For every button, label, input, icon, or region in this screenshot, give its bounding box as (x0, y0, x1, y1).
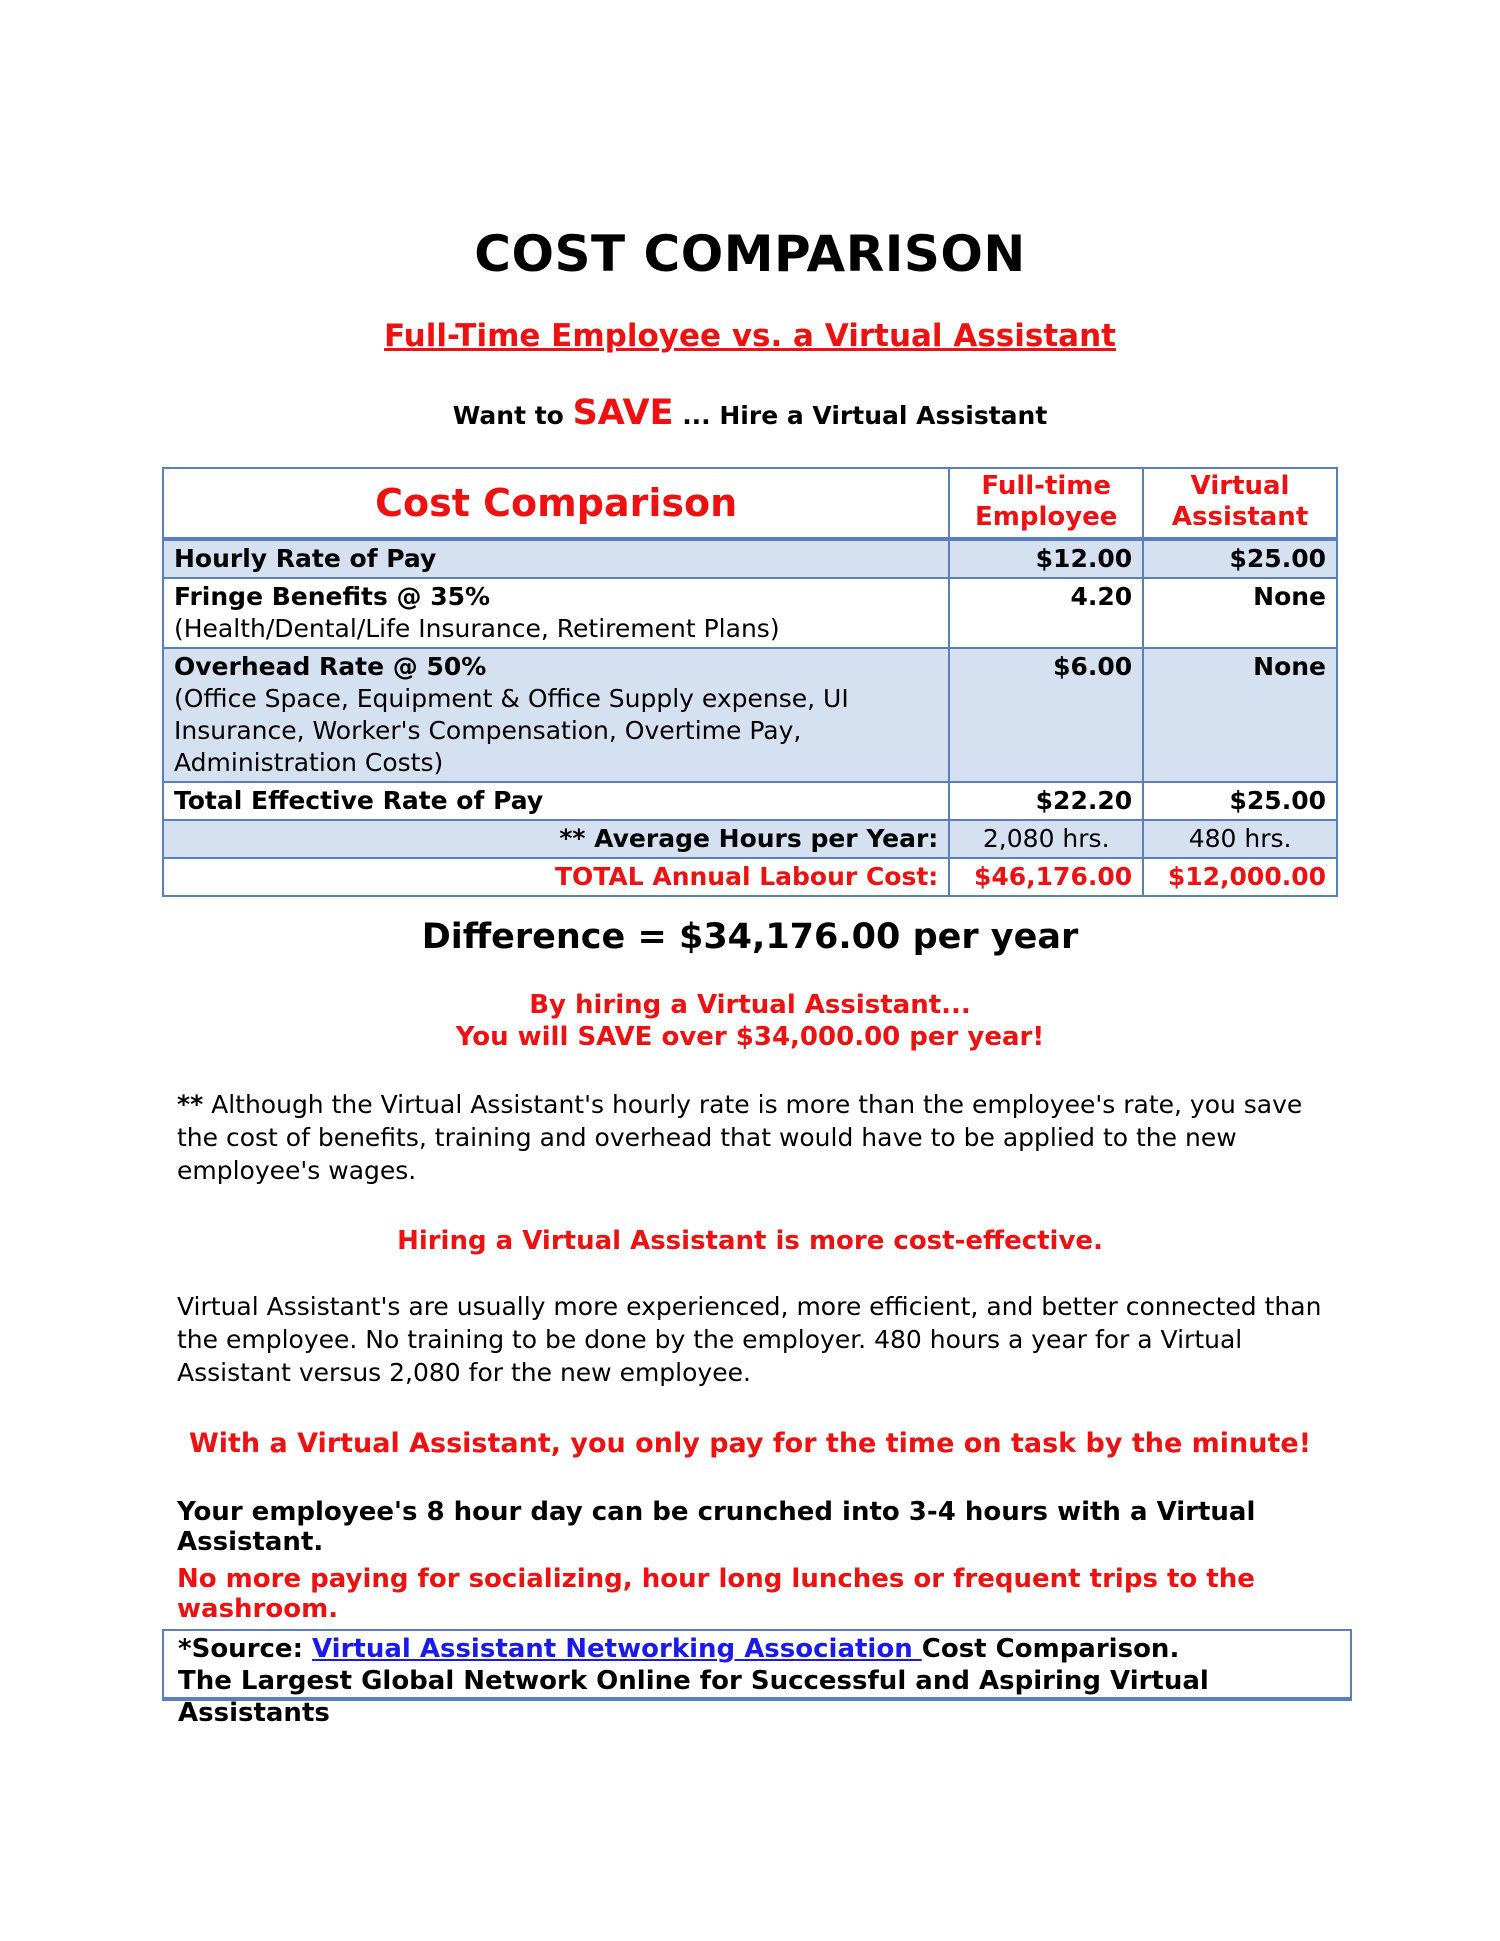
header-employee: Full-time Employee (949, 468, 1143, 539)
tagline-save: SAVE (572, 393, 674, 433)
table-row (163, 648, 1337, 782)
cost-effective-heading: Hiring a Virtual Assistant is more cost-effective. (397, 1226, 1103, 1256)
employee-value: $22.20 (949, 782, 1143, 820)
hours-va: 480 hrs. (1143, 820, 1337, 858)
table-row (163, 782, 1337, 820)
total-employee: $46,176.00 (949, 858, 1143, 896)
employee-value: $12.00 (949, 539, 1143, 578)
row-label: Total Effective Rate of Pay (174, 786, 544, 815)
employee-value: 4.20 (949, 578, 1143, 648)
hours-employee: 2,080 hrs. (949, 820, 1143, 858)
note-prefix: ** (177, 1090, 204, 1119)
note-text: Although the Virtual Assistant's hourly rate is more than the employee's rate, you save the cost of benefits, training and overhead that would have to be applied to the new employee's wages. (177, 1090, 1303, 1185)
va-value: None (1143, 648, 1337, 782)
va-value: $25.00 (1143, 539, 1337, 578)
table-row (163, 539, 1337, 578)
tagline (0, 393, 1500, 433)
row-label: Fringe Benefits @ 35% (174, 582, 491, 611)
row-detail: (Health/Dental/Life Insurance, Retirement Plans) (174, 614, 780, 643)
row-label-cell (163, 648, 949, 782)
table-row (163, 578, 1337, 648)
page-subtitle: Full-Time Employee vs. a Virtual Assistant (384, 318, 1116, 354)
pay-minute-heading: With a Virtual Assistant, you only pay for the time on task by the minute! (188, 1428, 1312, 1459)
tagline-post: ... Hire a Virtual Assistant (673, 401, 1048, 430)
va-value: $25.00 (1143, 782, 1337, 820)
row-detail: (Office Space, Equipment & Office Supply expense, UI Insurance, Worker's Compensation, Overtime Pay, Administration Costs) (174, 684, 849, 777)
no-more-line: No more paying for socializing, hour long lunches or frequent trips to the washroom. (177, 1564, 1255, 1624)
total-va: $12,000.00 (1143, 858, 1337, 896)
source-box (162, 1629, 1352, 1728)
header-virtual-assistant: Virtual Assistant (1143, 468, 1337, 539)
va-value: None (1143, 578, 1337, 648)
save-line-1: By hiring a Virtual Assistant... (529, 990, 971, 1020)
row-label-cell (163, 782, 949, 820)
row-label: Overhead Rate @ 50% (174, 652, 487, 681)
cost-comparison-table (162, 467, 1338, 897)
experience-paragraph: Virtual Assistant's are usually more experienced, more efficient, and better connected than the employee. No training to be done by the employer. 480 hours a year for a Virtual Assistant versus 2,080 for the new employee. (177, 1292, 1322, 1387)
table-row-hours (163, 820, 1337, 858)
row-label-cell (163, 578, 949, 648)
source-prefix: *Source: (178, 1634, 313, 1664)
save-line-2: You will SAVE over $34,000.00 per year! (455, 1022, 1045, 1052)
difference-line: Difference = $34,176.00 per year (421, 917, 1079, 957)
row-label: Hourly Rate of Pay (174, 544, 437, 573)
source-link[interactable]: Virtual Assistant Networking Association (312, 1634, 922, 1664)
crunched-line: Your employee's 8 hour day can be crunched into 3-4 hours with a Virtual Assistant. (177, 1497, 1256, 1557)
source-line-2: The Largest Global Network Online for Successful and Aspiring Virtual Assistants (178, 1666, 1209, 1728)
table-row-total (163, 858, 1337, 896)
employee-value: $6.00 (949, 648, 1143, 782)
table-title: Cost Comparison (163, 468, 949, 539)
note-paragraph (177, 1088, 1337, 1187)
source-line-1 (178, 1633, 1336, 1665)
hours-label: ** Average Hours per Year: (163, 820, 949, 858)
page-title: COST COMPARISON (474, 225, 1026, 283)
table-header-row (163, 468, 1337, 539)
total-label: TOTAL Annual Labour Cost: (163, 858, 949, 896)
tagline-pre: Want to (452, 401, 573, 430)
source-suffix: Cost Comparison. (921, 1634, 1180, 1664)
row-label-cell (163, 539, 949, 578)
